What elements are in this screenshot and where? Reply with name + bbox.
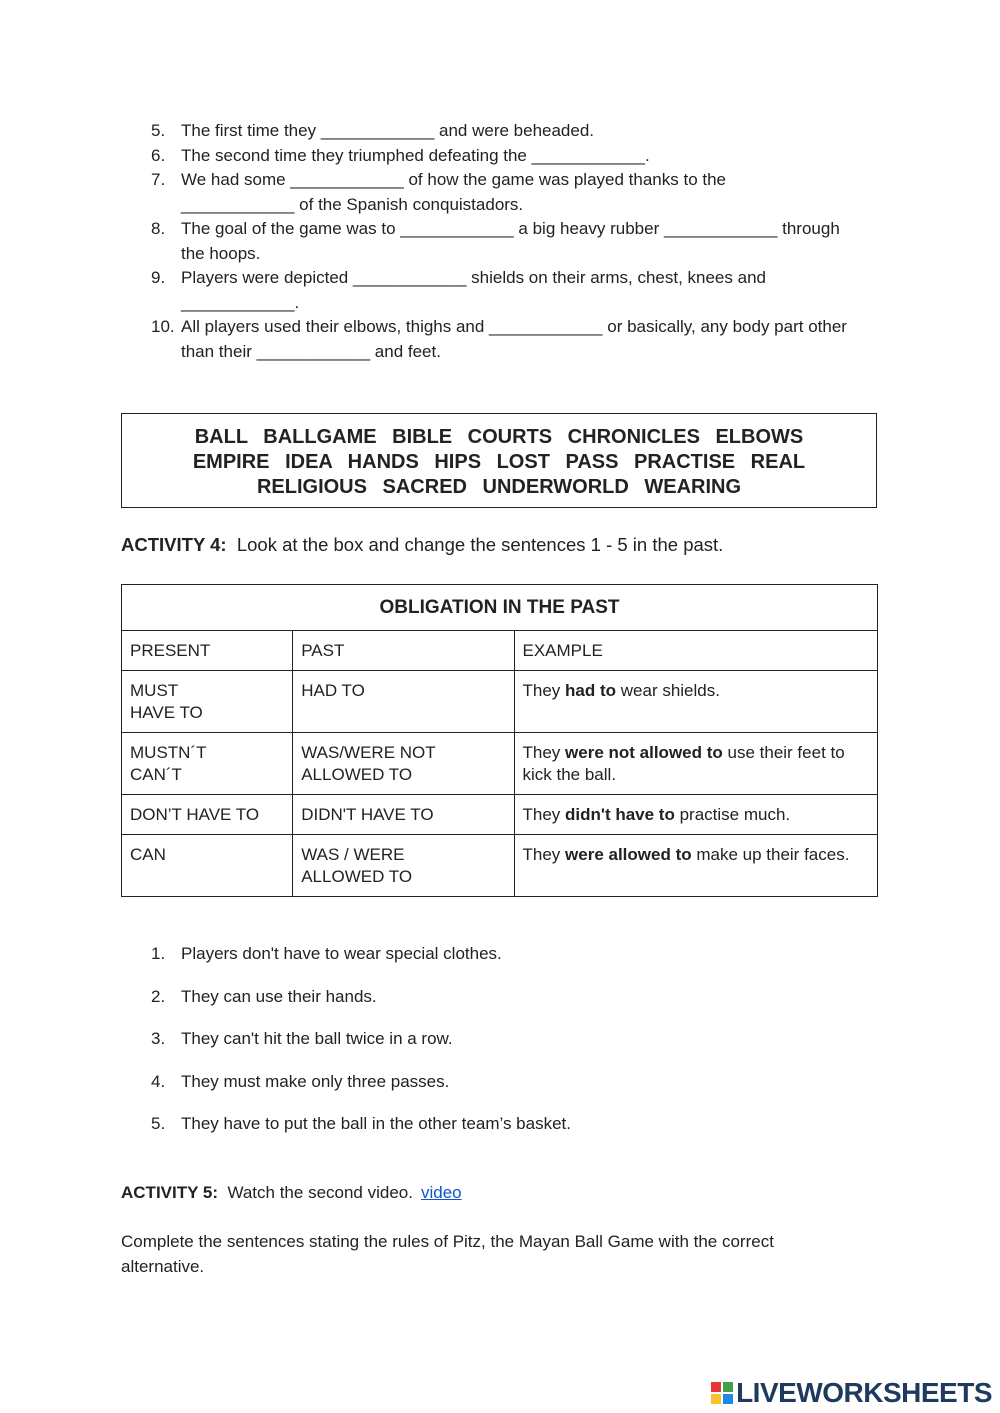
table-title: OBLIGATION IN THE PAST bbox=[122, 585, 878, 631]
item-number: 3. bbox=[151, 1029, 166, 1048]
present-cell bbox=[122, 795, 293, 835]
obligation-table bbox=[121, 584, 878, 897]
activity-4-instruction bbox=[121, 533, 723, 558]
past-cell bbox=[293, 795, 514, 835]
item-text: They have to put the ball in the other team’s basket. bbox=[181, 1114, 571, 1133]
fill-in-list bbox=[121, 119, 881, 364]
example-highlight: had to bbox=[565, 681, 617, 700]
present-form: DON’T HAVE TO bbox=[130, 805, 260, 824]
past-cell bbox=[293, 671, 514, 733]
example-highlight: didn't have to bbox=[565, 805, 675, 824]
item-text: They must make only three passes. bbox=[181, 1071, 450, 1091]
example-cell bbox=[514, 835, 878, 897]
example-text: make up their faces. bbox=[691, 845, 850, 864]
instruction-paragraph: Complete the sentences stating the rules of Pitz, the Mayan Ball Game with the correct alternative. bbox=[121, 1232, 774, 1276]
item-number: 7. bbox=[151, 170, 166, 189]
example-text: They bbox=[522, 805, 566, 824]
logo-block bbox=[711, 1394, 721, 1404]
example-text: practise much. bbox=[674, 805, 791, 824]
table-header-row bbox=[122, 631, 878, 671]
liveworksheets-logo bbox=[711, 1376, 992, 1408]
present-form: MUSTN´T bbox=[130, 743, 207, 762]
example-highlight: were allowed to bbox=[565, 845, 692, 864]
list-item bbox=[121, 266, 881, 315]
present-form: MUST bbox=[130, 681, 179, 700]
example-text: use their feet to kick the ball. bbox=[522, 743, 845, 784]
item-text: They can't hit the ball twice in a row. bbox=[181, 1029, 453, 1048]
item-text: They can use their hands. bbox=[181, 986, 377, 1006]
item-number: 1. bbox=[151, 944, 166, 963]
past-form: WAS / WERE bbox=[301, 845, 405, 864]
example-cell bbox=[514, 795, 878, 835]
item-text: Players were depicted ____________ shields on their arms, chest, knees and ____________. bbox=[181, 268, 766, 312]
item-number: 2. bbox=[151, 986, 166, 1006]
example-highlight: were not allowed to bbox=[565, 743, 723, 762]
item-number: 5. bbox=[151, 1114, 166, 1133]
list-item bbox=[121, 1070, 881, 1095]
list-item bbox=[121, 315, 881, 364]
activity-5-instruction bbox=[121, 1181, 462, 1206]
logo-blocks-icon bbox=[711, 1382, 733, 1404]
list-item bbox=[121, 144, 881, 169]
item-text: We had some ____________ of how the game was played thanks to the ____________ of the Spanish conquistadors. bbox=[181, 170, 727, 214]
list-item bbox=[121, 168, 881, 217]
list-item bbox=[121, 119, 881, 144]
item-number: 5. bbox=[151, 121, 166, 140]
table-row bbox=[122, 835, 878, 897]
example-cell bbox=[514, 671, 878, 733]
logo-block bbox=[723, 1394, 733, 1404]
past-form: ALLOWED TO bbox=[301, 867, 413, 886]
video-link[interactable]: video bbox=[420, 1183, 462, 1202]
item-number: 8. bbox=[151, 219, 166, 238]
activity-label: ACTIVITY 5: bbox=[121, 1183, 218, 1202]
example-cell bbox=[514, 733, 878, 795]
column-header: EXAMPLE bbox=[514, 631, 878, 671]
item-text: The second time they triumphed defeating the ____________. bbox=[181, 145, 650, 165]
present-form: CAN´T bbox=[130, 765, 182, 784]
word-box bbox=[121, 413, 877, 508]
past-form: HAD TO bbox=[301, 681, 365, 700]
column-header: PRESENT bbox=[122, 631, 293, 671]
word-box-line: EMPIRE IDEA HANDS HIPS LOST PASS PRACTISE REAL bbox=[192, 451, 806, 473]
activity-label: ACTIVITY 4: bbox=[121, 534, 227, 555]
item-text: Players don't have to wear special clothes. bbox=[181, 944, 502, 963]
item-text: All players used their elbows, thighs and ____________ or basically, any body part other than their ____________ and feet. bbox=[181, 317, 847, 361]
item-number: 10. bbox=[151, 317, 175, 336]
past-form: WAS/WERE NOT bbox=[301, 743, 436, 762]
table-row bbox=[122, 795, 878, 835]
present-cell bbox=[122, 671, 293, 733]
present-form: HAVE TO bbox=[130, 703, 203, 722]
example-text: They bbox=[522, 845, 566, 864]
word-box-line: RELIGIOUS SACRED UNDERWORLD WEARING bbox=[256, 476, 742, 498]
activity-text: Look at the box and change the sentences 1 - 5 in the past. bbox=[236, 534, 724, 555]
list-item bbox=[121, 942, 881, 967]
item-number: 6. bbox=[151, 145, 166, 165]
past-form: DIDN'T HAVE TO bbox=[301, 805, 434, 824]
activity-text: Watch the second video. bbox=[227, 1183, 413, 1202]
table-row bbox=[122, 671, 878, 733]
example-text: wear shields. bbox=[616, 681, 720, 700]
past-sentences-list bbox=[121, 942, 881, 1155]
table-title-row bbox=[122, 585, 878, 631]
item-text: The goal of the game was to ____________ a big heavy rubber ____________ through the hoops. bbox=[181, 219, 840, 263]
list-item bbox=[121, 1112, 881, 1137]
example-text: They bbox=[522, 743, 566, 762]
example-text: They bbox=[522, 681, 566, 700]
present-cell bbox=[122, 835, 293, 897]
past-cell bbox=[293, 835, 514, 897]
logo-block bbox=[711, 1382, 721, 1392]
item-number: 4. bbox=[151, 1071, 166, 1091]
past-cell bbox=[293, 733, 514, 795]
list-item bbox=[121, 985, 881, 1010]
present-form: CAN bbox=[130, 845, 166, 864]
item-number: 9. bbox=[151, 268, 166, 287]
logo-block bbox=[723, 1382, 733, 1392]
table-row bbox=[122, 733, 878, 795]
list-item bbox=[121, 1027, 881, 1052]
column-header: PAST bbox=[293, 631, 514, 671]
list-item bbox=[121, 217, 881, 266]
logo-text: LIVEWORKSHEETS bbox=[736, 1376, 992, 1408]
word-box-line: BALL BALLGAME BIBLE COURTS CHRONICLES ELBOWS bbox=[194, 426, 804, 448]
past-form: ALLOWED TO bbox=[301, 765, 413, 784]
present-cell bbox=[122, 733, 293, 795]
item-text: The first time they ____________ and were beheaded. bbox=[181, 121, 595, 140]
